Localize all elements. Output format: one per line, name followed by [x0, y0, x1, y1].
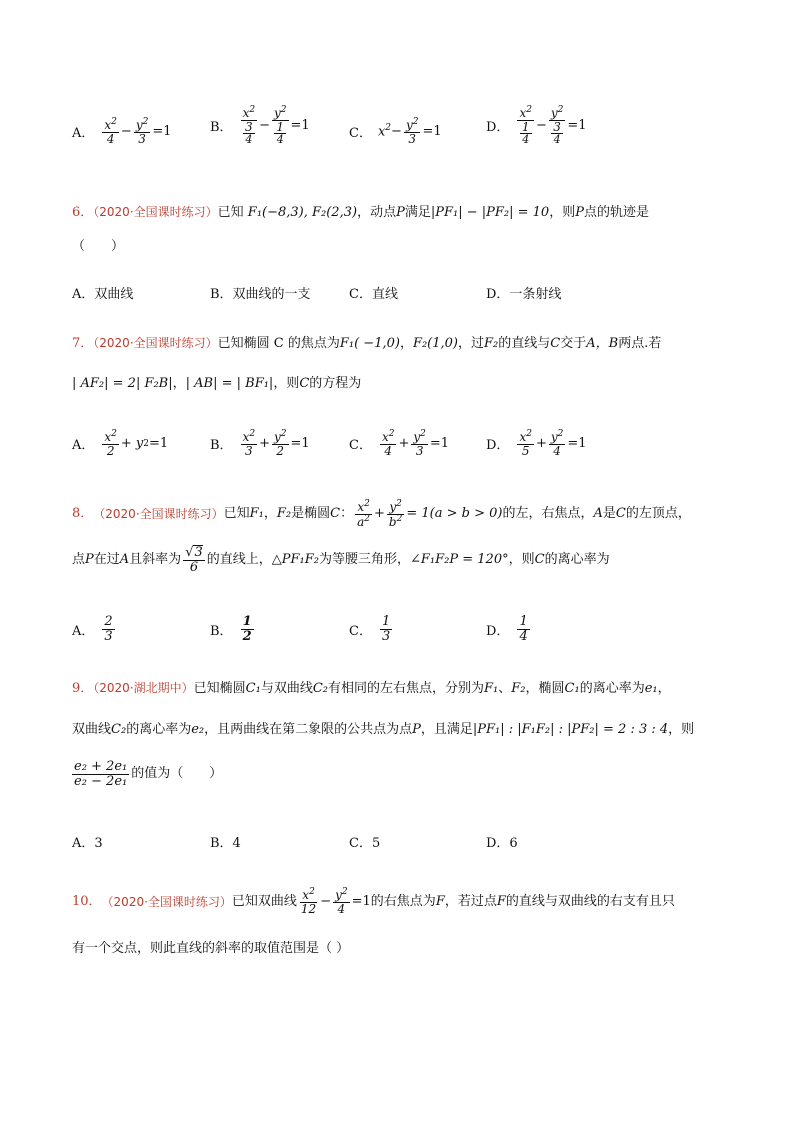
q7-stem-line2: | AF₂| = 2| F₂B|，| AB| = | BF₁|，则C的方程为 [72, 376, 362, 391]
q10-stem-line1: 10． （2020·全国课时练习） 已知双曲线 $\frac{x^2}{12}$ − $\frac{y^2}{4}$ =1 的右焦点为 F ，若过点 F 的直线与双曲线的右支有且只 [72, 887, 675, 916]
option-label: A． [72, 438, 95, 454]
question-source: （2020·全国课时练习） [93, 205, 218, 219]
q10-stem-line2: 有一个交点，则此直线的斜率的取值范围是（ ） [72, 941, 350, 956]
q9-stem-line3: $\frac{\text{e₂ + 2e₁}}{\text{e₂ − 2e₁}}$ 的值为（ ） [74, 759, 223, 789]
q9-stem-line1: 9．（2020·湖北期中）已知椭圆C₁与双曲线C₂有相同的左右焦点，分别为F₁、F₂，椭圆C₁的离心率为e₁， [72, 681, 671, 696]
option-label: D． [486, 120, 510, 136]
question-source: （2020·全国课时练习） [93, 507, 224, 522]
q8-option-d[interactable]: D． $\frac{1}{4}$ [486, 614, 528, 644]
q8-option-c[interactable]: C． $\frac{1}{3}$ [349, 614, 391, 644]
question-number: 9． [72, 681, 94, 696]
q6-option-d[interactable]: D．一条射线 [486, 287, 562, 302]
q9-option-c[interactable]: C．5 [349, 836, 381, 851]
q7-option-b[interactable]: B． $\frac{x^2}{3}$ + $\frac{y^2}{2}$ =1 [210, 429, 310, 458]
q7-option-d[interactable]: D． $\frac{x^2}{5}$ + $\frac{y^2}{4}$ =1 [486, 429, 587, 458]
option-label: A． [72, 623, 95, 639]
q6-stem: 6．（2020·全国课时练习）已知 F₁(−8,3), F₂(2,3)，动点P满足|PF₁| − |PF₂| = 10，则P点的轨迹是 [72, 205, 649, 220]
question-number: 10． [72, 893, 102, 909]
q9-stem-line2: 双曲线C₂的离心率为e₂，且两曲线在第二象限的公共点为点P，且满足|PF₁| : |F₁F₂| : |PF₂| = 2 : 3 : 4，则 [72, 722, 695, 737]
q8-stem-line1: 8． （2020·全国课时练习） 已知 F₁ ， F₂ 是椭圆 C ： $\frac{x^2}{a^2}$ + $\frac{y^2}{b^2}$ = 1(a > b > 0) 的左，右焦点， A 是 C 的左顶点， [72, 499, 691, 529]
q8-option-a[interactable]: A． $\frac{2}{3}$ [72, 614, 113, 644]
question-source: （2020·全国课时练习） [101, 894, 232, 909]
q7-option-a[interactable]: A． $\frac{x^2}{2}$ + y 2 =1 [72, 429, 169, 458]
option-label: B． [210, 623, 233, 639]
q6-option-b[interactable]: B．双曲线的一支 [210, 287, 311, 302]
q8-option-b[interactable]: B． $\frac{1}{2}$ [210, 614, 252, 644]
question-number: 7． [72, 336, 94, 351]
option-label: C． [349, 438, 372, 454]
q6-option-a[interactable]: A．双曲线 [72, 287, 134, 302]
q6-answer-paren: （ ） [72, 239, 125, 254]
question-number: 6． [72, 205, 94, 220]
q9-option-d[interactable]: D．6 [486, 836, 518, 851]
option-label: A． [72, 126, 95, 142]
q7-option-c[interactable]: C． $\frac{x^2}{4}$ + $\frac{y^2}{3}$ =1 [349, 429, 450, 458]
q5-option-a[interactable]: A． $\frac{x^2}{4}$ − $\frac{y^2}{3}$ =1 [72, 117, 172, 146]
q7-stem-line1: 7．（2020·全国课时练习）已知椭圆 C 的焦点为F₁( −1,0)，F₂(1,0)，过F₂的直线与C交于A，B两点.若 [72, 336, 662, 351]
option-label: B． [210, 438, 233, 454]
q8-stem-line2: 点 P 在过 A 且斜率为 $\frac{√3}{6}$ 的直线上， △PF₁F₂ 为等腰三角形， ∠F₁F₂P = 120° ，则 C 的离心率为 [72, 545, 610, 575]
q9-option-a[interactable]: A．3 [72, 836, 103, 851]
q5-option-b[interactable]: B． $\frac{x^2}{\frac{3}{4}}$ − $\frac{y^2}{\frac{1}{4}}$ =1 [210, 105, 310, 147]
q6-option-c[interactable]: C．直线 [349, 287, 398, 302]
question-source: （2020·全国课时练习） [93, 336, 218, 350]
option-label: B． [210, 120, 233, 136]
q9-option-b[interactable]: B．4 [210, 836, 241, 851]
option-label: D． [486, 623, 510, 639]
option-label: C． [349, 126, 372, 142]
q5-option-c[interactable]: C． $x^2$ − $\frac{y^2}{3}$ =1 [349, 117, 442, 146]
question-number: 8． [72, 506, 94, 522]
option-label: C． [349, 623, 372, 639]
option-label: D． [486, 438, 510, 454]
q5-option-d[interactable]: D． $\frac{x^2}{\frac{1}{4}}$ − $\frac{y^2}{\frac{3}{4}}$ =1 [486, 105, 587, 147]
question-source: （2020·湖北期中） [93, 681, 194, 695]
